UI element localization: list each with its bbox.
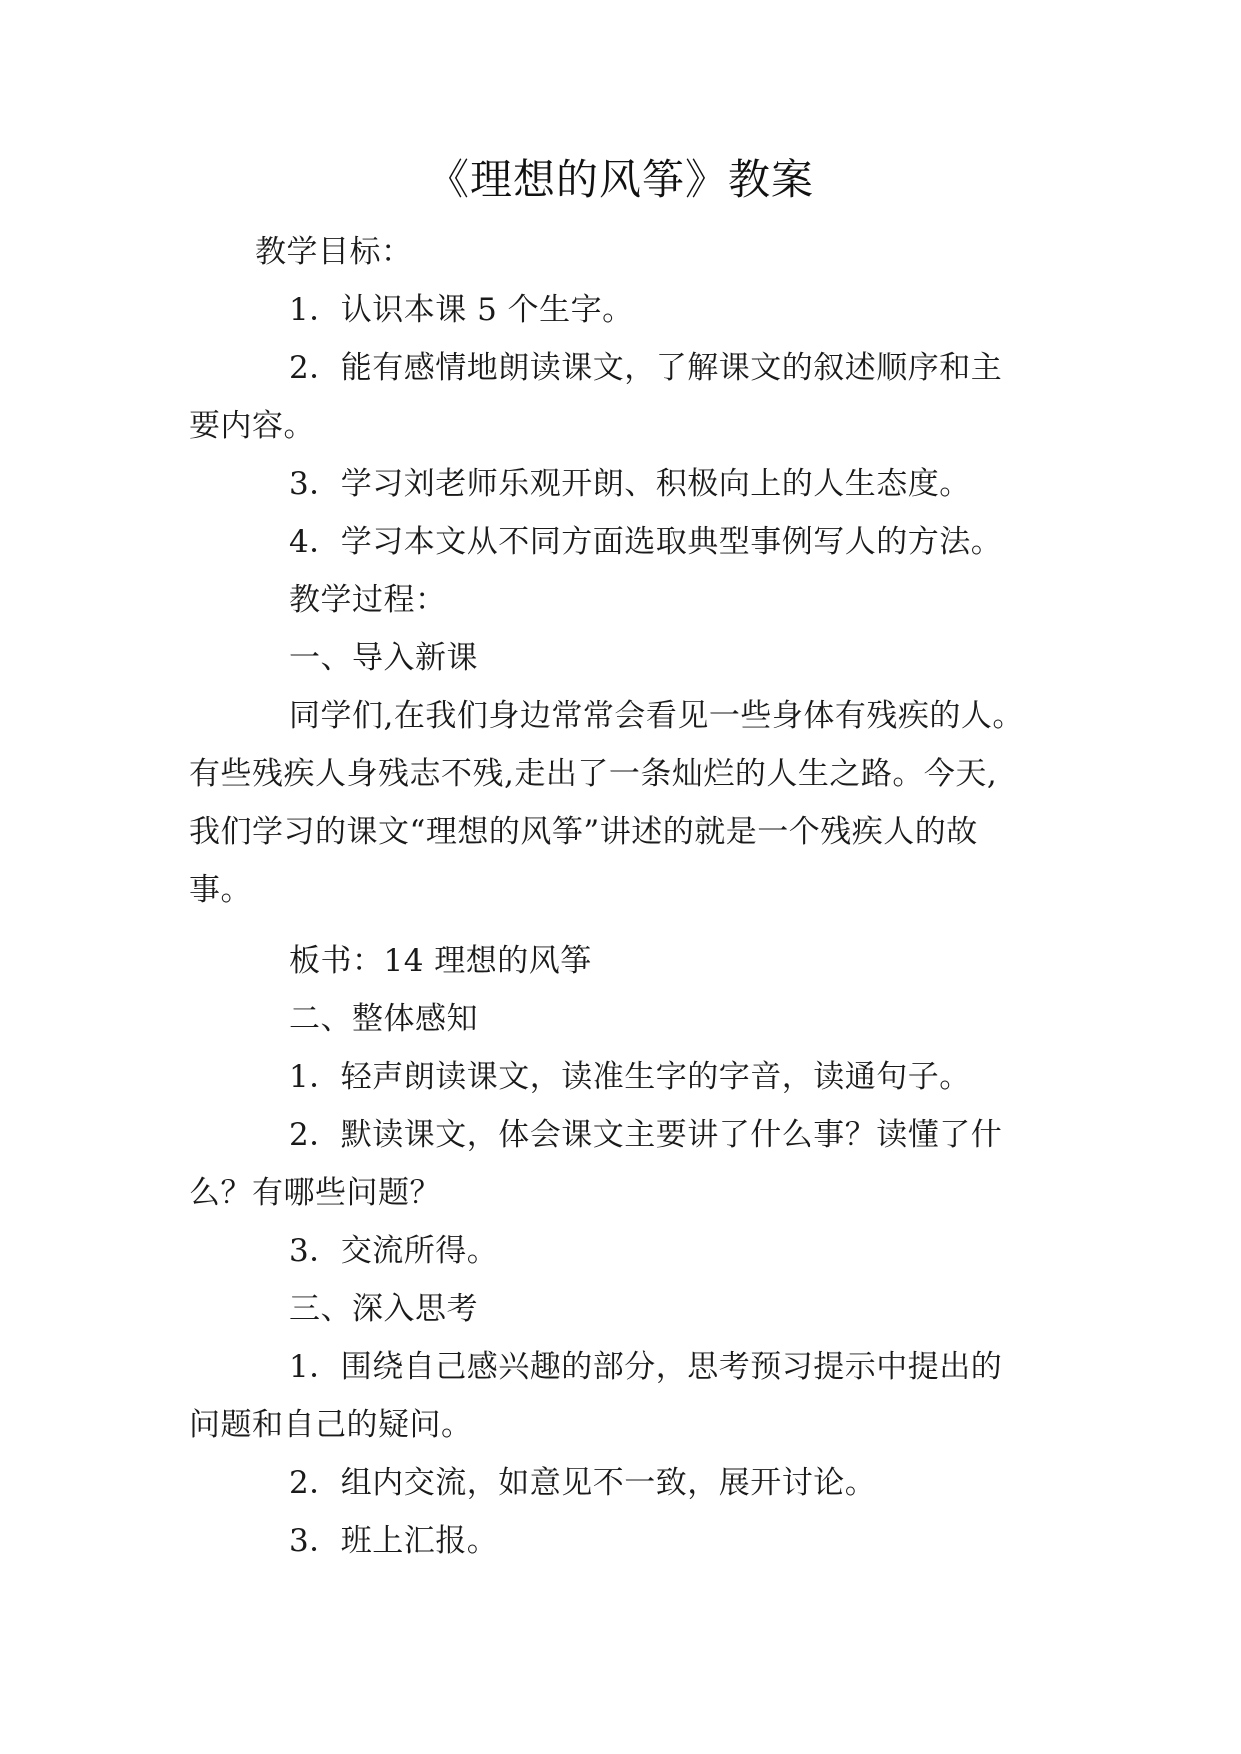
document-title: 《理想的风筝》教案 [426, 155, 814, 204]
objective-2-line-2: 要内容。 [189, 408, 315, 444]
objective-2-line-1: 2．能有感情地朗读课文，了解课文的叙述顺序和主 [289, 350, 1003, 386]
step-heading-overview: 二、整体感知 [289, 1001, 478, 1037]
intro-paragraph-line-1: 同学们,在我们身边常常会看见一些身体有残疾的人。 [289, 698, 1024, 734]
intro-paragraph-line-4: 事。 [189, 872, 252, 908]
thinking-item-3: 3．班上汇报。 [289, 1523, 499, 1559]
intro-paragraph-line-3: 我们学习的课文“理想的风筝”讲述的就是一个残疾人的故 [189, 814, 978, 850]
overview-item-2-line-1: 2．默读课文，体会课文主要讲了什么事？读懂了什 [289, 1117, 1003, 1153]
objective-4: 4．学习本文从不同方面选取典型事例写人的方法。 [289, 524, 1003, 560]
overview-item-2-line-2: 么？有哪些问题？ [189, 1175, 441, 1211]
section-heading-process: 教学过程： [289, 582, 447, 618]
thinking-item-2: 2．组内交流，如意见不一致，展开讨论。 [289, 1465, 877, 1501]
step-heading-deep-thinking: 三、深入思考 [289, 1291, 478, 1327]
overview-item-3: 3．交流所得。 [289, 1233, 499, 1269]
thinking-item-1-line-2: 问题和自己的疑问。 [189, 1407, 473, 1443]
step-heading-intro: 一、导入新课 [289, 640, 478, 676]
objective-3: 3．学习刘老师乐观开朗、积极向上的人生态度。 [289, 466, 971, 502]
section-heading-objectives: 教学目标： [255, 234, 413, 270]
intro-paragraph-line-2: 有些残疾人身残志不残,走出了一条灿烂的人生之路。今天, [189, 756, 998, 792]
blackboard-note: 板书：14 理想的风筝 [289, 943, 592, 979]
document-body [189, 223, 1059, 1570]
objective-1: 1．认识本课 5 个生字。 [289, 292, 634, 328]
overview-item-1: 1．轻声朗读课文，读准生字的字音，读通句子。 [289, 1059, 971, 1095]
thinking-item-1-line-1: 1．围绕自己感兴趣的部分，思考预习提示中提出的 [289, 1349, 1003, 1385]
